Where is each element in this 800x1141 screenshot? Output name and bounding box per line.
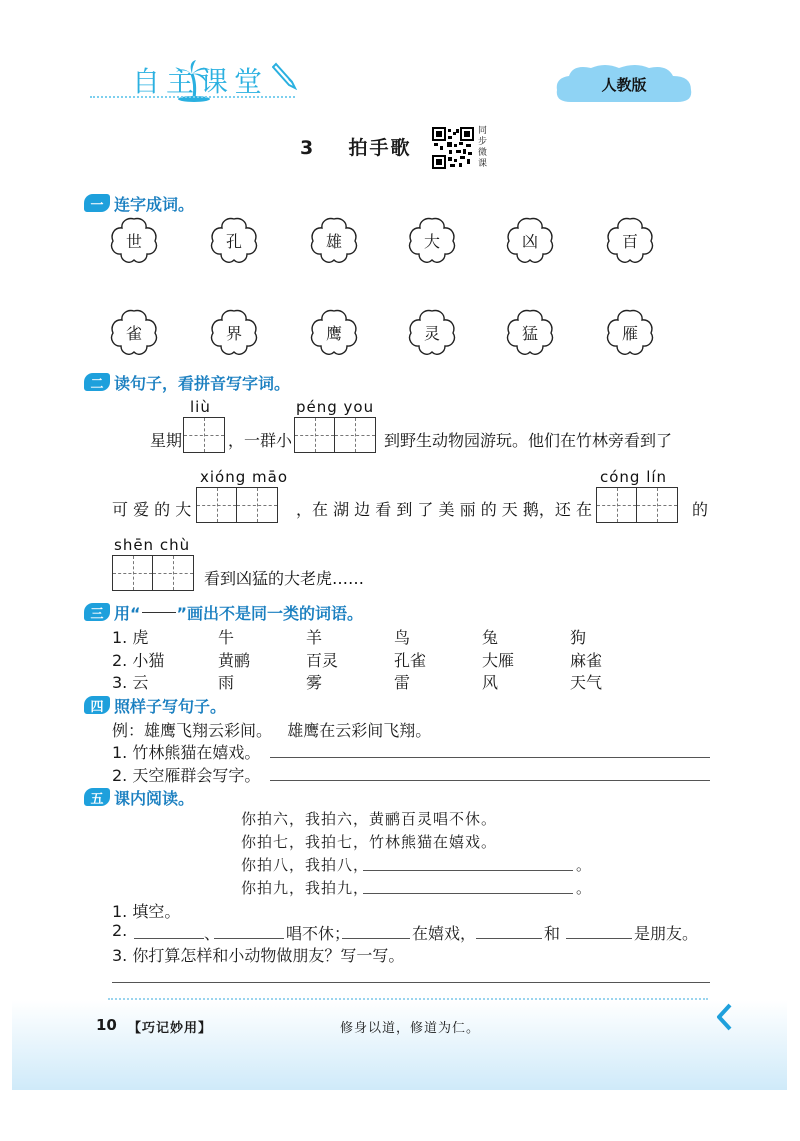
sentence-2-part-3: 的 [692,500,709,519]
flower-char[interactable] [504,306,556,358]
classify-word[interactable]: 雷 [394,673,411,692]
flower-char[interactable] [308,306,360,358]
fill-blank-e[interactable] [566,938,632,939]
fill-text-c: 和 [544,924,561,943]
classify-word[interactable]: 兔 [482,628,499,647]
flower-char[interactable] [406,214,458,266]
section-2-title: 读句子，看拼音写字词。 [114,373,291,393]
sentence-3-part-1: 看到凶猛的大老虎…… [204,569,365,588]
flower-char-label: 雄 [325,232,342,251]
flower-char-label: 猛 [521,324,538,343]
classify-word[interactable]: 大雁 [482,651,515,670]
flower-char-label: 大 [423,232,440,251]
section-3-title-before: 用“ [114,603,141,623]
write-box-xiongmao[interactable] [196,487,278,523]
flower-char[interactable] [208,214,260,266]
footer-divider [108,998,708,1000]
classify-word[interactable]: 百灵 [306,651,339,670]
pinyin-conglin: cóng lín [600,468,668,486]
section-4-title: 照样子写句子。 [114,696,227,716]
write-box-pengyou[interactable] [294,417,376,453]
header-divider [90,96,295,98]
poem-line-1: 你拍六，我拍六，黄鹂百灵唱不休。 [241,810,498,828]
flower-char[interactable] [308,214,360,266]
section-4-badge: 四 [84,696,110,714]
section-1-title: 连字成词。 [114,194,195,214]
lesson-name: 拍手歌 [348,137,412,159]
poem-period-2: 。 [576,879,593,897]
section-5-title: 课内阅读。 [114,788,195,808]
qr-label: 同步微课 [478,126,488,169]
classify-word[interactable]: 风 [482,673,499,692]
classify-row-lead[interactable]: 1. 虎 [112,628,149,647]
flower-char-label: 凶 [521,232,538,251]
reading-question-2-prefix: 2. [112,921,128,940]
classify-word[interactable]: 黄鹂 [218,651,251,670]
flower-char-label: 灵 [423,324,440,343]
flower-char-label: 孔 [225,232,242,251]
pinyin-pengyou: péng you [296,398,375,416]
qr-code-icon[interactable] [432,127,474,169]
sentence-1-part-3: 到野生动物园游玩。他们在竹林旁看到了 [384,431,673,450]
poem-blank-2[interactable] [363,893,573,894]
section-3-badge: 三 [84,603,110,621]
example-sentence: 例：雄鹰飞翔云彩间。 雄鹰在云彩间飞翔。 [112,721,432,740]
edition-label: 人教版 [601,76,647,94]
underline-sample [142,612,176,613]
pinyin-liu: liù [190,398,211,416]
write-box-shenchu[interactable] [112,555,194,591]
chevron-left-icon[interactable] [716,1003,732,1031]
page-number: 10 [96,1016,117,1034]
footer-motto: 修身以道，修道为仁。 [340,1021,481,1036]
poem-line-4: 你拍九，我拍九， [241,879,370,897]
pinyin-xiongmao: xióng māo [200,468,288,486]
section-2-header [84,371,290,393]
flower-char-label: 雀 [125,324,142,343]
flower-char[interactable] [108,306,160,358]
sentence-1-part-1: 星期 [150,431,183,450]
flower-char[interactable] [604,214,656,266]
fill-blank-d[interactable] [476,938,542,939]
reading-question-3: 3. 你打算怎样和小动物做朋友？写一写。 [112,946,405,965]
sentence-2-part-2: ，在 湖 边 看 到 了 美 丽 的 天 鹅，还 在 [296,500,592,519]
sentence-1-part-2: ，一群小 [228,431,293,450]
classify-word[interactable]: 羊 [306,628,323,647]
answer-line-3[interactable] [112,982,710,983]
flower-char-label: 百 [621,232,638,251]
section-5-header [84,786,194,808]
classify-row-lead[interactable]: 3. 云 [112,673,149,692]
flower-char-label: 鹰 [325,324,342,343]
brand-title: 自主课堂 [132,65,269,98]
classify-word[interactable]: 天气 [570,673,603,692]
answer-line-1[interactable] [270,757,710,758]
flower-char-label: 雁 [621,324,638,343]
fill-text-a: 唱不休； [286,924,351,943]
poem-line-3: 你拍八，我拍八， [241,856,370,874]
section-3-title-after: ”画出不是同一类的词语。 [176,603,364,623]
classify-word[interactable]: 狗 [570,628,587,647]
reading-question-1: 1. 填空。 [112,902,181,921]
rewrite-question-2: 2. 天空雁群会写字。 [112,766,261,785]
flower-char-label: 界 [225,324,242,343]
classify-word[interactable]: 雾 [306,673,323,692]
section-3-header [84,601,363,623]
classify-word[interactable]: 鸟 [394,628,411,647]
classify-word[interactable]: 牛 [218,628,235,647]
flower-char-label: 世 [125,232,142,251]
section-5-badge: 五 [84,788,110,806]
fill-blank-a[interactable] [134,938,204,939]
fill-text-b: 在嬉戏， [412,924,477,943]
section-1-header [84,192,194,214]
fill-blank-c[interactable] [342,938,410,939]
lesson-title [300,133,412,160]
fill-blank-b[interactable] [214,938,284,939]
fill-sep: 、 [204,924,221,943]
write-box-conglin[interactable] [596,487,678,523]
flower-char[interactable] [108,214,160,266]
section-4-header [84,694,226,716]
footer-tag: 【巧记妙用】 [128,1021,213,1036]
section-2-badge: 二 [84,373,110,391]
classify-word[interactable]: 孔雀 [394,651,427,670]
flower-char[interactable] [406,306,458,358]
poem-blank-1[interactable] [363,870,573,871]
poem-line-2: 你拍七，我拍七，竹林熊猫在嬉戏。 [241,833,498,851]
fill-text-d: 是朋友。 [634,924,699,943]
flower-char[interactable] [604,306,656,358]
section-1-badge: 一 [84,194,110,212]
answer-line-2[interactable] [270,780,710,781]
flower-char[interactable] [504,214,556,266]
sentence-2-part-1: 可 爱 的 大 [112,500,192,519]
poem-period-1: 。 [576,856,593,874]
pencil-icon [272,60,298,90]
flower-char[interactable] [208,306,260,358]
pinyin-shenchu: shēn chù [114,536,191,554]
write-box-liu[interactable] [183,417,225,453]
rewrite-question-1: 1. 竹林熊猫在嬉戏。 [112,743,261,762]
footer-background [12,1000,787,1090]
classify-word[interactable]: 雨 [218,673,235,692]
classify-word[interactable]: 麻雀 [570,651,603,670]
lesson-number: 3 [300,137,316,159]
classify-row-lead[interactable]: 2. 小猫 [112,651,165,670]
